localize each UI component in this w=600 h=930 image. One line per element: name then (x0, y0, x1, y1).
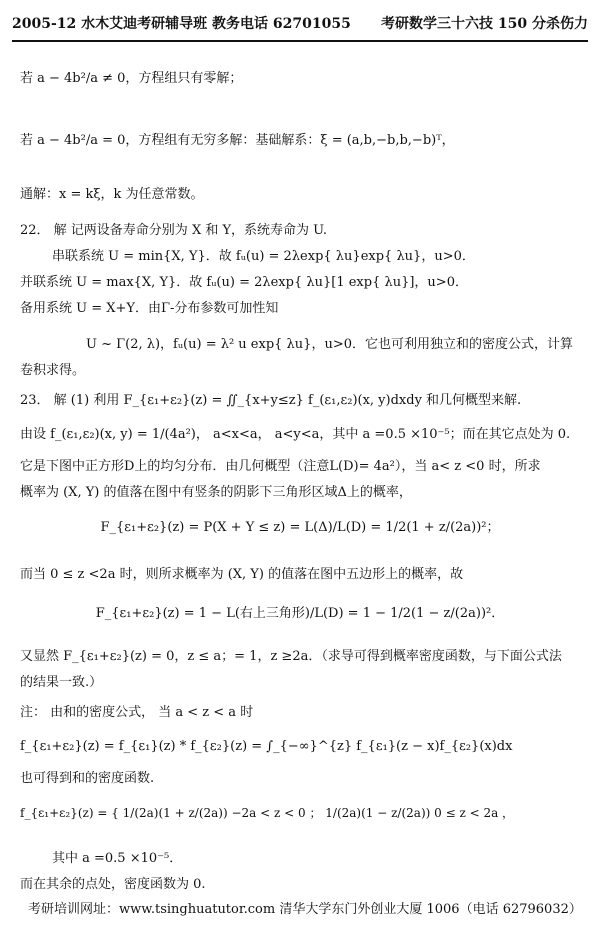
consistency-note: 的结果一致.） (20, 675, 103, 690)
pentagon-text: 而当 0 ≤ z <2a 时，则所求概率为 (X, Y) 的值落在图中五边形上的概率，故 (20, 567, 464, 582)
sum-density-text: 也可得到和的密度函数. (20, 771, 155, 786)
boundary-cases: 又显然 F_{ε₁+ε₂}(z) = 0，z ≤ a；= 1，z ≥2a．（求导可得到概率密度函数，与下面公式法 (20, 649, 562, 664)
parallel-system: 并联系统 U = max{X, Y}．故 fᵤ(u) = 2λexp{ λu}[1 exp{ λu}]，u>0． (20, 275, 468, 290)
geometric-probability-text: 它是下图中正方形D上的均匀分布．由几何概型（注意L(D)= 4a²），当 a< z <0 时，所求 (20, 459, 541, 474)
upper-triangle-formula: F_{ε₁+ε₂}(z) = 1 − L(右上三角形)/L(D) = 1 − 1/2(1 − z/(2a))²． (95, 606, 505, 621)
shaded-triangle-text: 概率为 (X, Y) 的值落在图中有竖条的阴影下三角形区域Δ上的概率， (20, 485, 412, 500)
convolution-formula: f_{ε₁+ε₂}(z) = f_{ε₁}(z) * f_{ε₂}(z) = ∫_{−∞}^{z} f_{ε₁}(z − x)f_{ε₂}(x)dx (20, 739, 513, 754)
page-header (12, 12, 588, 42)
lower-triangle-formula: F_{ε₁+ε₂}(z) = P(X + Y ≤ z) = L(Δ)/L(D) = 1/2(1 + z/(2a))²； (100, 520, 500, 535)
line-general-solution: 通解：x = kξ，k 为任意常数。 (20, 187, 204, 202)
page-footer: 考研培训网址：www.tsinghuatutor.com 清华大学东门外创业大厦 1006（电话 62796032） (28, 902, 582, 917)
series-system: 串联系统 U = min{X, Y}．故 fᵤ(u) = 2λexp{ λu}exp{ λu}，u>0． (52, 249, 475, 264)
line-infinite-solutions: 若 a − 4b²/a = 0，方程组有无穷多解：基础解系：ξ = (a,b,−b,b,−b)ᵀ， (20, 133, 455, 148)
uniform-density-definition: 由设 f_(ε₁,ε₂)(x, y) = 1/(4a²)， a<x<a， a<y<a，其中 a =0.5 ×10⁻⁵；而在其它点处为 0. (20, 427, 571, 442)
gamma-distribution: U ~ Γ(2, λ)，fᵤ(u) = λ² u exp{ λu}，u>0．它也可利用独立和的密度公式，计算 (86, 337, 573, 352)
parameter-value: 其中 a =0.5 ×10⁻⁵． (52, 851, 183, 866)
standby-system: 备用系统 U = X+Y．由Γ-分布参数可加性知 (20, 301, 279, 316)
note-heading: 注： 由和的密度公式， 当 a < z < a 时 (20, 705, 254, 720)
header-left: 2005-12 水木艾迪考研辅导班 教务电话 62701055 (12, 16, 351, 32)
problem-22-title: 22． 解 记两设备寿命分别为 X 和 Y，系统寿命为 U. (20, 223, 328, 238)
density-zero-elsewhere: 而在其余的点处，密度函数为 0. (20, 877, 206, 892)
header-right: 考研数学三十六技 150 分杀伤力 (381, 16, 588, 32)
piecewise-density: f_{ε₁+ε₂}(z) = { 1/(2a)(1 + z/(2a)) −2a < z < 0 ； 1/(2a)(1 − z/(2a)) 0 ≤ z < 2a ， (20, 806, 515, 820)
line-zero-solution: 若 a − 4b²/a ≠ 0，方程组只有零解； (20, 71, 243, 86)
convolution-note: 卷积求得。 (20, 363, 86, 378)
problem-23-title: 23． 解 (1) 利用 F_{ε₁+ε₂}(z) = ∬_{x+y≤z} f_(ε₁,ε₂)(x, y)dxdy 和几何概型来解. (20, 393, 522, 408)
